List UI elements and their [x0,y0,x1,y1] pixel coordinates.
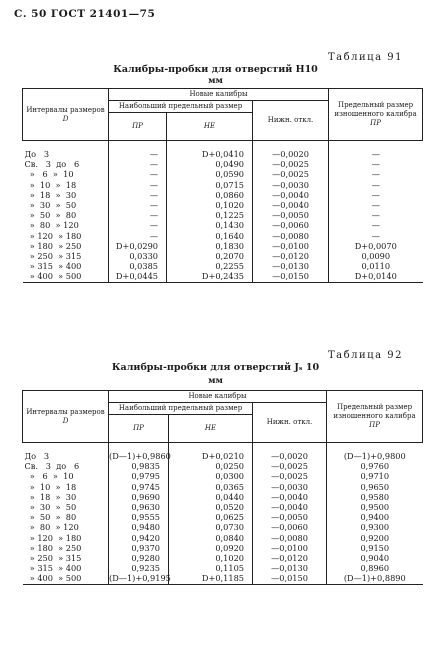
table-row [23,482,423,492]
lower-deviation-cell: —0,0040 [253,200,329,210]
pr-cell: 0,9795 [109,471,169,481]
worn-size-cell: 0,0110 [329,261,423,271]
table-row [23,502,423,512]
lower-deviation-cell: —0,0120 [253,553,327,563]
ne-cell: 0,0590 [167,169,253,179]
worn-size-cell: 0,9400 [327,512,423,522]
pr-cell: 0,9630 [109,502,169,512]
ne-cell: 0,0625 [169,512,253,522]
pr-cell: D+0,0445 [109,271,167,282]
interval-cell: » 80 » 120 [24,522,79,533]
table-row [23,251,423,261]
worn-size-cell: — [329,231,423,241]
ne-cell: 0,1640 [167,231,253,241]
worn-size-cell: 0,9650 [327,482,423,492]
interval-cell: » 315 » 400 [24,261,82,272]
pr-cell: — [109,159,167,169]
lower-deviation-cell: —0,0150 [253,573,327,584]
ne-cell: 0,0840 [169,533,253,543]
lower-deviation-cell: —0,0025 [253,169,329,179]
lower-deviation-cell: —0,0020 [253,443,327,462]
lower-deviation-cell: —0,0150 [253,271,329,282]
worn-size-cell: 0,9760 [327,461,423,471]
header-pr: ПР [109,113,167,141]
ne-cell: 0,1020 [169,553,253,563]
table-row [23,169,423,179]
table-row [23,141,423,160]
header-intervals: Интервалы размеров D [23,391,109,443]
lower-deviation-cell: —0,0040 [253,502,327,512]
ne-cell: 0,0250 [169,461,253,471]
ne-cell: 0,0520 [169,502,253,512]
lower-deviation-cell: —0,0025 [253,461,327,471]
lower-deviation-cell: —0,0025 [253,471,327,481]
header-intervals: Интервалы размеров D [23,89,109,141]
worn-size-cell: — [329,200,423,210]
table-row [23,220,423,230]
lower-deviation-cell: —0,0050 [253,512,327,522]
pr-cell: 0,9235 [109,563,169,573]
lower-deviation-cell: —0,0040 [253,190,329,200]
table-row [23,190,423,200]
worn-size-cell: 0,9580 [327,492,423,502]
pr-cell: 0,9420 [109,533,169,543]
ne-cell: 0,0715 [167,180,253,190]
header-ne: НЕ [167,113,253,141]
ne-cell: 0,0860 [167,190,253,200]
interval-cell: » 315 » 400 [24,563,82,574]
interval-cell: » 10 » 18 [24,179,77,190]
worn-size-cell: (D—1)+0,8890 [327,573,423,584]
worn-size-cell: — [329,159,423,169]
pr-cell: 0,0385 [109,261,167,271]
lower-deviation-cell: —0,0060 [253,522,327,532]
worn-size-cell: 0,9040 [327,553,423,563]
lower-deviation-cell: —0,0130 [253,563,327,573]
ne-cell: 0,0300 [169,471,253,481]
header-lower-deviation: Нижн. откл. [253,101,329,141]
interval-cell: » 120 » 180 [24,532,82,543]
table-row [23,522,423,532]
table-title: Калибры-пробки для отверстий Н10 [113,64,318,75]
lower-deviation-cell: —0,0040 [253,492,327,502]
table-row [23,471,423,481]
table-title: Калибры-пробки для отверстий Jₛ 10 [111,362,320,373]
lower-deviation-cell: —0,0030 [253,180,329,190]
lower-deviation-cell: —0,0025 [253,159,329,169]
worn-size-cell: 0,9150 [327,543,423,553]
interval-cell: Св. 3 до 6 [24,159,80,170]
ne-cell: D+0,0210 [169,443,253,462]
table-row [23,492,423,502]
pr-cell: 0,9555 [109,512,169,522]
worn-size-cell: — [329,180,423,190]
lower-deviation-cell: —0,0050 [253,210,329,220]
interval-cell: » 6 » 10 [24,471,74,482]
worn-size-cell: — [329,169,423,179]
interval-cell: До 3 [24,149,50,159]
ne-cell: 0,0365 [169,482,253,492]
lower-deviation-cell: —0,0030 [253,482,327,492]
pr-cell: — [109,220,167,230]
ne-cell: D+0,2435 [167,271,253,282]
ne-cell: D+0,1185 [169,573,253,584]
pr-cell: (D—1)+0,9860 [109,443,169,462]
ne-cell: D+0,0410 [167,141,253,160]
table-label: Таблица 92 [328,350,403,361]
interval-cell: » 250 » 315 [24,553,82,564]
header-worn-size: Предельный размер изношенного калибра ПР [327,391,423,443]
lower-deviation-cell: —0,0130 [253,261,329,271]
header-new-gauges: Новые калибры [109,391,327,403]
interval-cell: » 50 » 80 [24,210,77,221]
table-row [23,210,423,220]
table-row [23,443,423,462]
worn-size-cell: 0,9300 [327,522,423,532]
pr-cell: 0,0330 [109,251,167,261]
table-row [23,553,423,563]
gauge-table-91 [22,88,423,283]
interval-cell: » 50 » 80 [24,512,77,523]
lower-deviation-cell: —0,0060 [253,220,329,230]
ne-cell: 0,0440 [169,492,253,502]
table-row [23,241,423,251]
ne-cell: 0,2070 [167,251,253,261]
worn-size-cell: D+0,0140 [329,271,423,282]
pr-cell: — [109,231,167,241]
pr-cell: (D—1)+0,9195 [109,573,171,584]
table-row [23,543,423,553]
pr-cell: 0,9835 [109,461,169,471]
interval-cell: » 18 » 30 [24,491,77,502]
table-row [23,533,423,543]
table-row [23,271,423,282]
pr-cell: — [109,190,167,200]
header-biggest-size: Наибольший предельный размер [109,101,253,113]
worn-size-cell: 0,8960 [327,563,423,573]
table-row [23,573,423,584]
interval-cell: Св. 3 до 6 [24,461,80,472]
pr-cell: — [109,180,167,190]
pr-cell: 0,9745 [109,482,169,492]
worn-size-cell: 0,9710 [327,471,423,481]
ne-cell: 0,1105 [169,563,253,573]
lower-deviation-cell: —0,0020 [253,141,329,160]
pr-cell: — [109,200,167,210]
table-unit: мм [208,376,223,386]
pr-cell: 0,9480 [109,522,169,532]
interval-cell: » 400 » 500 [23,573,109,584]
worn-size-cell: — [329,141,423,160]
worn-size-cell: (D—1)+0,9800 [327,443,423,462]
pr-cell: D+0,0290 [109,241,167,251]
table-row [23,512,423,522]
table-label: Таблица 91 [328,52,403,63]
gauge-table-92 [22,390,423,585]
table-row [23,231,423,241]
interval-cell: » 30 » 50 [24,200,77,211]
pr-cell: — [109,141,167,160]
ne-cell: 0,0490 [167,159,253,169]
interval-cell: » 80 » 120 [24,220,79,231]
interval-cell: » 6 » 10 [24,169,74,180]
page-header: С. 50 ГОСТ 21401—75 [14,8,156,20]
lower-deviation-cell: —0,0080 [253,231,329,241]
table-row [23,180,423,190]
header-new-gauges: Новые калибры [109,89,329,101]
worn-size-cell: — [329,210,423,220]
interval-cell: » 250 » 315 [24,251,82,262]
interval-cell: До 3 [24,451,50,461]
ne-cell: 0,1225 [167,210,253,220]
interval-cell: » 30 » 50 [24,502,77,513]
table-row [23,563,423,573]
pr-cell: 0,9690 [109,492,169,502]
table-row [23,461,423,471]
interval-cell: » 120 » 180 [24,230,82,241]
header-pr: ПР [109,415,169,443]
table-row [23,200,423,210]
ne-cell: 0,2255 [167,261,253,271]
ne-cell: 0,0730 [169,522,253,532]
interval-cell: » 180 » 250 [24,542,82,553]
worn-size-cell: 0,0090 [329,251,423,261]
ne-cell: 0,1830 [167,241,253,251]
worn-size-cell: D+0,0070 [329,241,423,251]
table-unit: мм [208,76,223,86]
lower-deviation-cell: —0,0080 [253,533,327,543]
worn-size-cell: 0,9500 [327,502,423,512]
pr-cell: 0,9370 [109,543,169,553]
interval-cell: » 400 » 500 [23,271,109,282]
worn-size-cell: 0,9200 [327,533,423,543]
interval-cell: » 10 » 18 [24,481,77,492]
lower-deviation-cell: —0,0120 [253,251,329,261]
ne-cell: 0,1430 [167,220,253,230]
ne-cell: 0,0920 [169,543,253,553]
table-row [23,159,423,169]
ne-cell: 0,1020 [167,200,253,210]
worn-size-cell: — [329,220,423,230]
table-row [23,261,423,271]
interval-cell: » 18 » 30 [24,189,77,200]
header-ne: НЕ [169,415,253,443]
header-lower-deviation: Нижн. откл. [253,403,327,443]
worn-size-cell: — [329,190,423,200]
pr-cell: 0,9280 [109,553,169,563]
interval-cell: » 180 » 250 [24,240,82,251]
lower-deviation-cell: —0,0100 [253,241,329,251]
lower-deviation-cell: —0,0100 [253,543,327,553]
pr-cell: — [109,169,167,179]
pr-cell: — [109,210,167,220]
header-biggest-size: Наибольший предельный размер [109,403,253,415]
header-worn-size: Предельный размер изношенного калибра ПР [329,89,423,141]
